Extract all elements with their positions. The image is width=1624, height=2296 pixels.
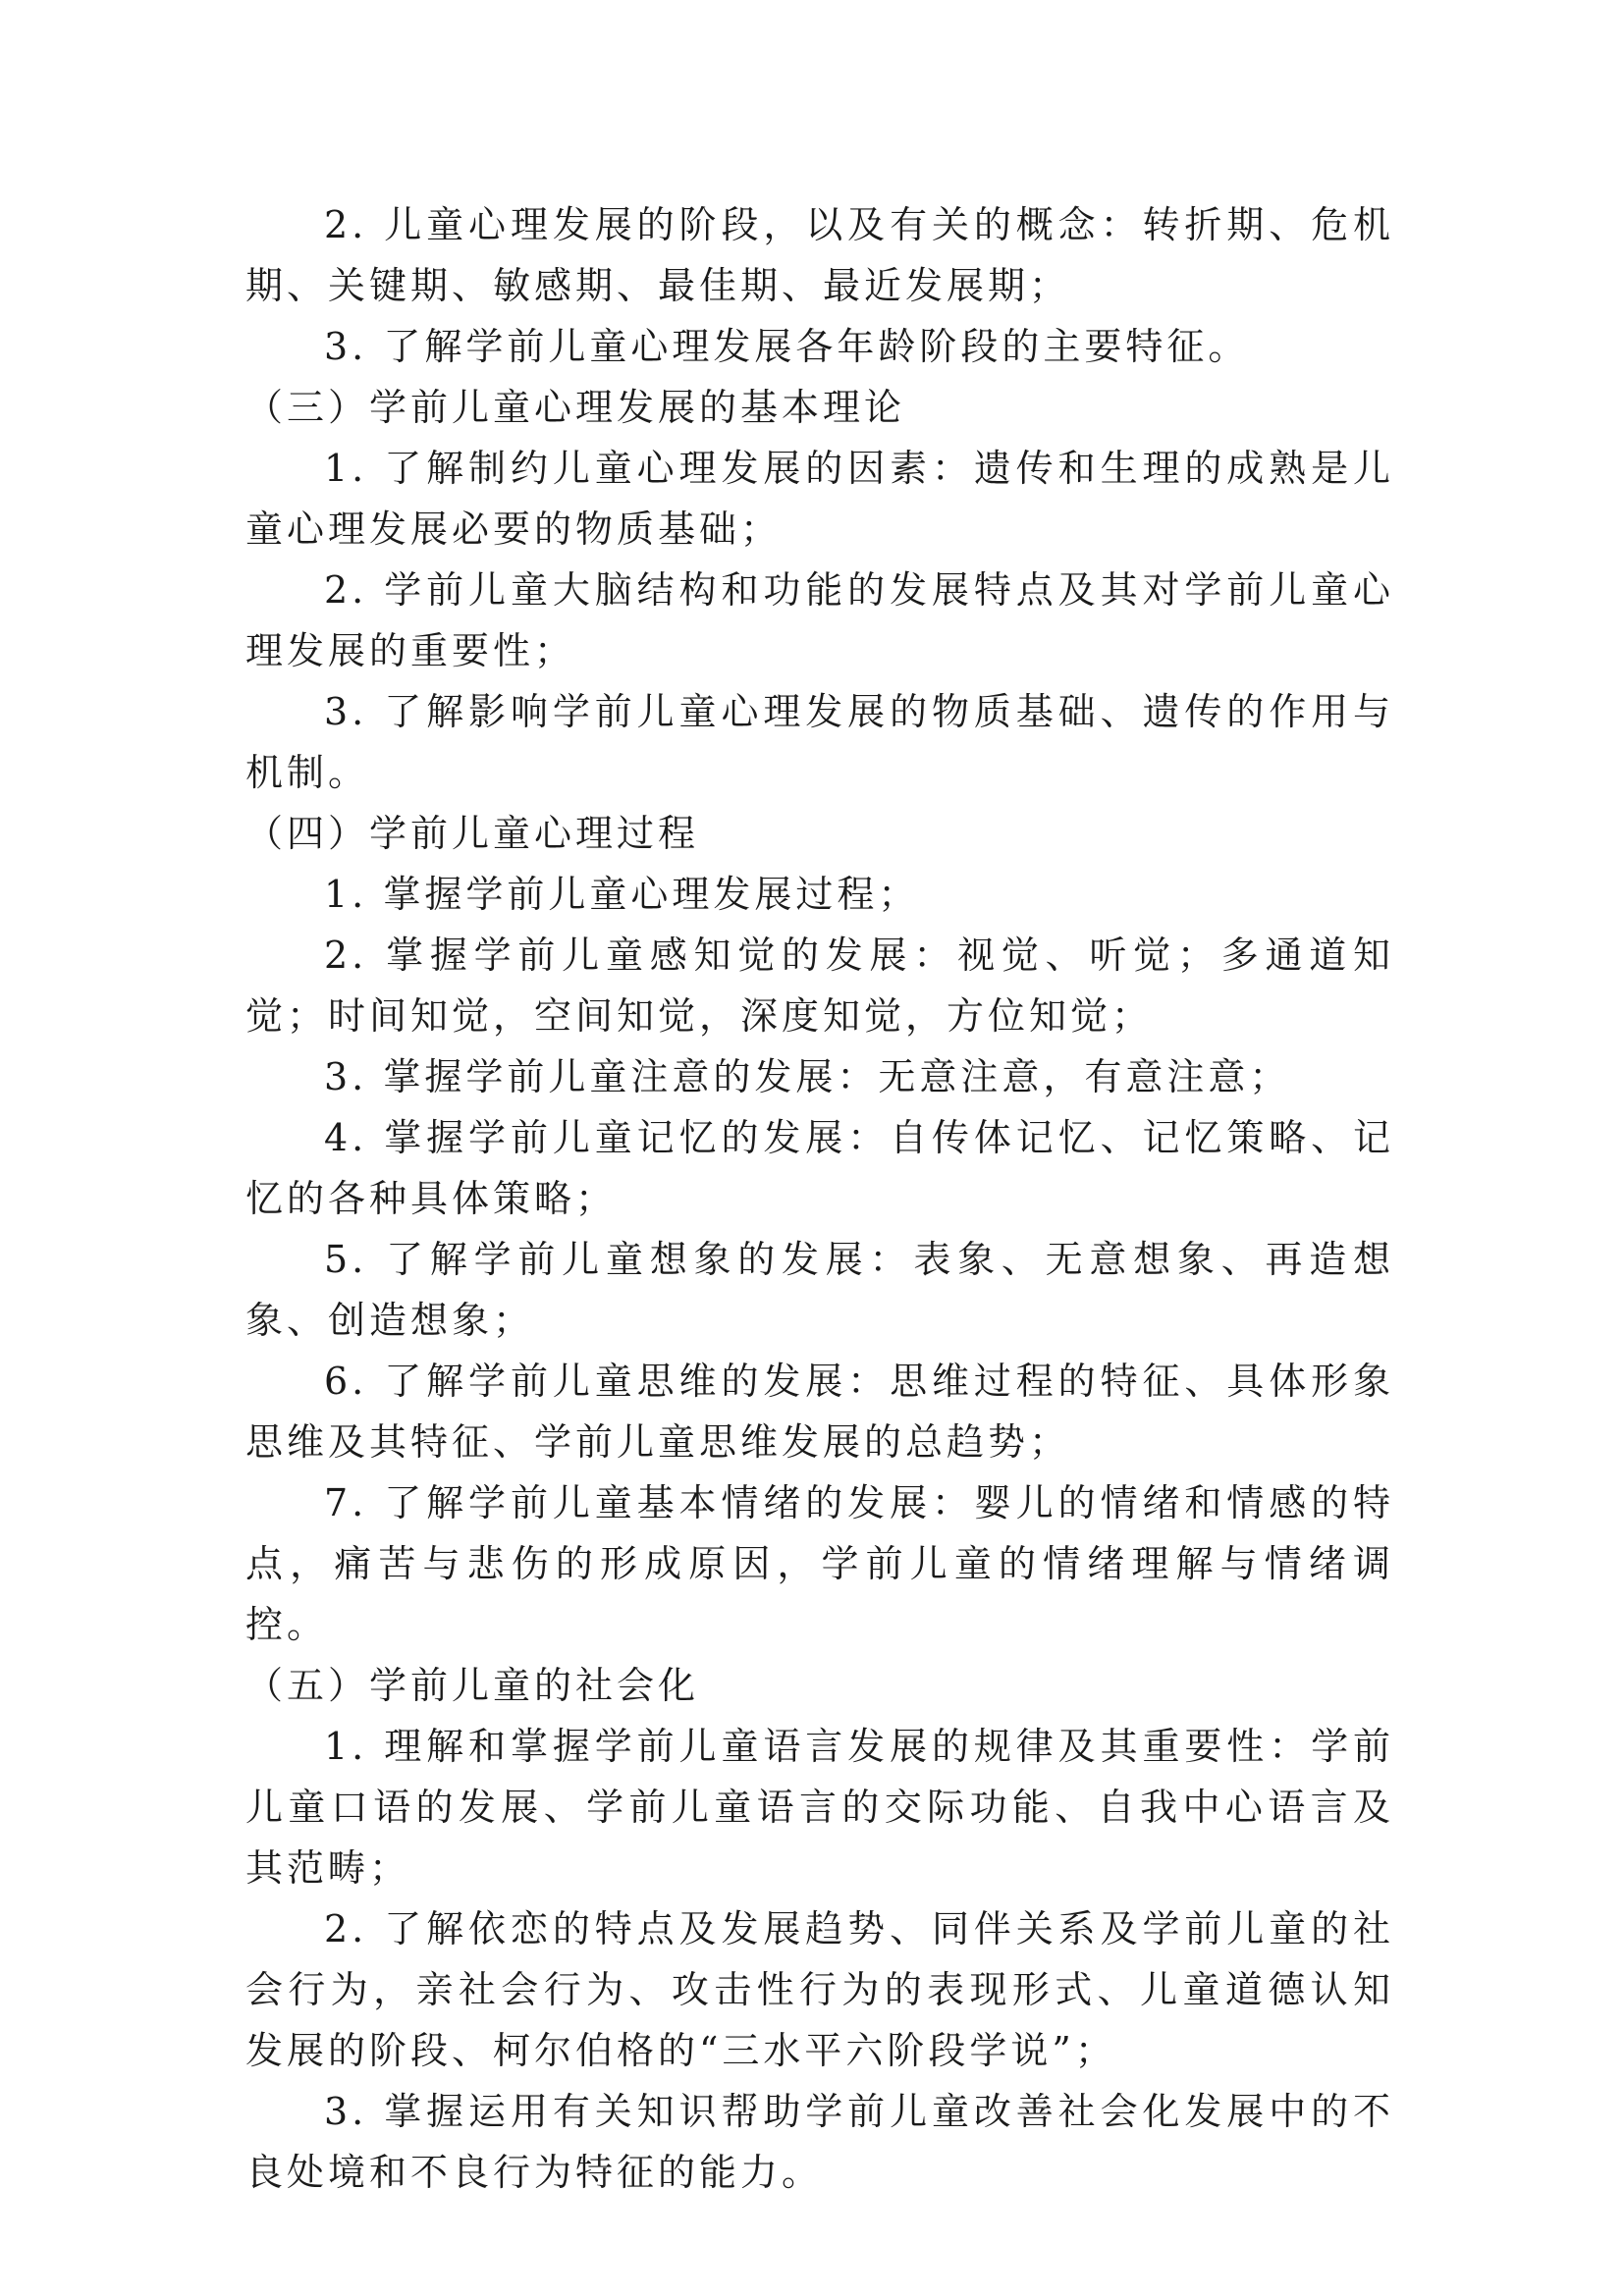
list-item: 1. 理解和掌握学前儿童语言发展的规律及其重要性：学前儿童口语的发展、学前儿童语言的交际功能、自我中心语言及其范畴； — [245, 1725, 1394, 1890]
list-item: 3. 了解影响学前儿童心理发展的物质基础、遗传的作用与机制。 — [245, 690, 1394, 794]
list-item: 3. 了解学前儿童心理发展各年龄阶段的主要特征。 — [324, 325, 1250, 368]
list-item: 2. 掌握学前儿童感知觉的发展：视觉、听觉；多通道知觉；时间知觉，空间知觉，深度知觉，方位知觉； — [245, 934, 1394, 1038]
list-item: 7. 了解学前儿童基本情绪的发展：婴儿的情绪和情感的特点，痛苦与悲伤的形成原因，学前儿童的情绪理解与情绪调控。 — [245, 1481, 1394, 1646]
list-item: 2. 了解依恋的特点及发展趋势、同伴关系及学前儿童的社会行为，亲社会行为、攻击性行为的表现形式、儿童道德认知发展的阶段、柯尔伯格的“三水平六阶段学说”； — [245, 1907, 1394, 2072]
section-heading: （四）学前儿童心理过程 — [245, 812, 700, 855]
document-body — [245, 194, 1394, 2203]
list-item: 3. 掌握运用有关知识帮助学前儿童改善社会化发展中的不良处境和不良行为特征的能力。 — [245, 2090, 1394, 2194]
list-item: 4. 掌握学前儿童记忆的发展：自传体记忆、记忆策略、记忆的各种具体策略； — [245, 1116, 1394, 1220]
list-item: 5. 了解学前儿童想象的发展：表象、无意想象、再造想象、创造想象； — [245, 1238, 1394, 1342]
section-heading: （三）学前儿童心理发展的基本理论 — [245, 386, 906, 429]
section-heading: （五）学前儿童的社会化 — [245, 1664, 700, 1707]
list-item: 2. 儿童心理发展的阶段，以及有关的概念：转折期、危机期、关键期、敏感期、最佳期、最近发展期； — [245, 203, 1394, 307]
list-item: 6. 了解学前儿童思维的发展：思维过程的特征、具体形象思维及其特征、学前儿童思维发展的总趋势； — [245, 1360, 1394, 1464]
list-item: 2. 学前儿童大脑结构和功能的发展特点及其对学前儿童心理发展的重要性； — [245, 568, 1394, 672]
list-item: 1. 掌握学前儿童心理发展过程； — [324, 873, 920, 916]
list-item: 1. 了解制约儿童心理发展的因素：遗传和生理的成熟是儿童心理发展必要的物质基础； — [245, 447, 1394, 551]
list-item: 3. 掌握学前儿童注意的发展：无意注意，有意注意； — [324, 1055, 1291, 1098]
